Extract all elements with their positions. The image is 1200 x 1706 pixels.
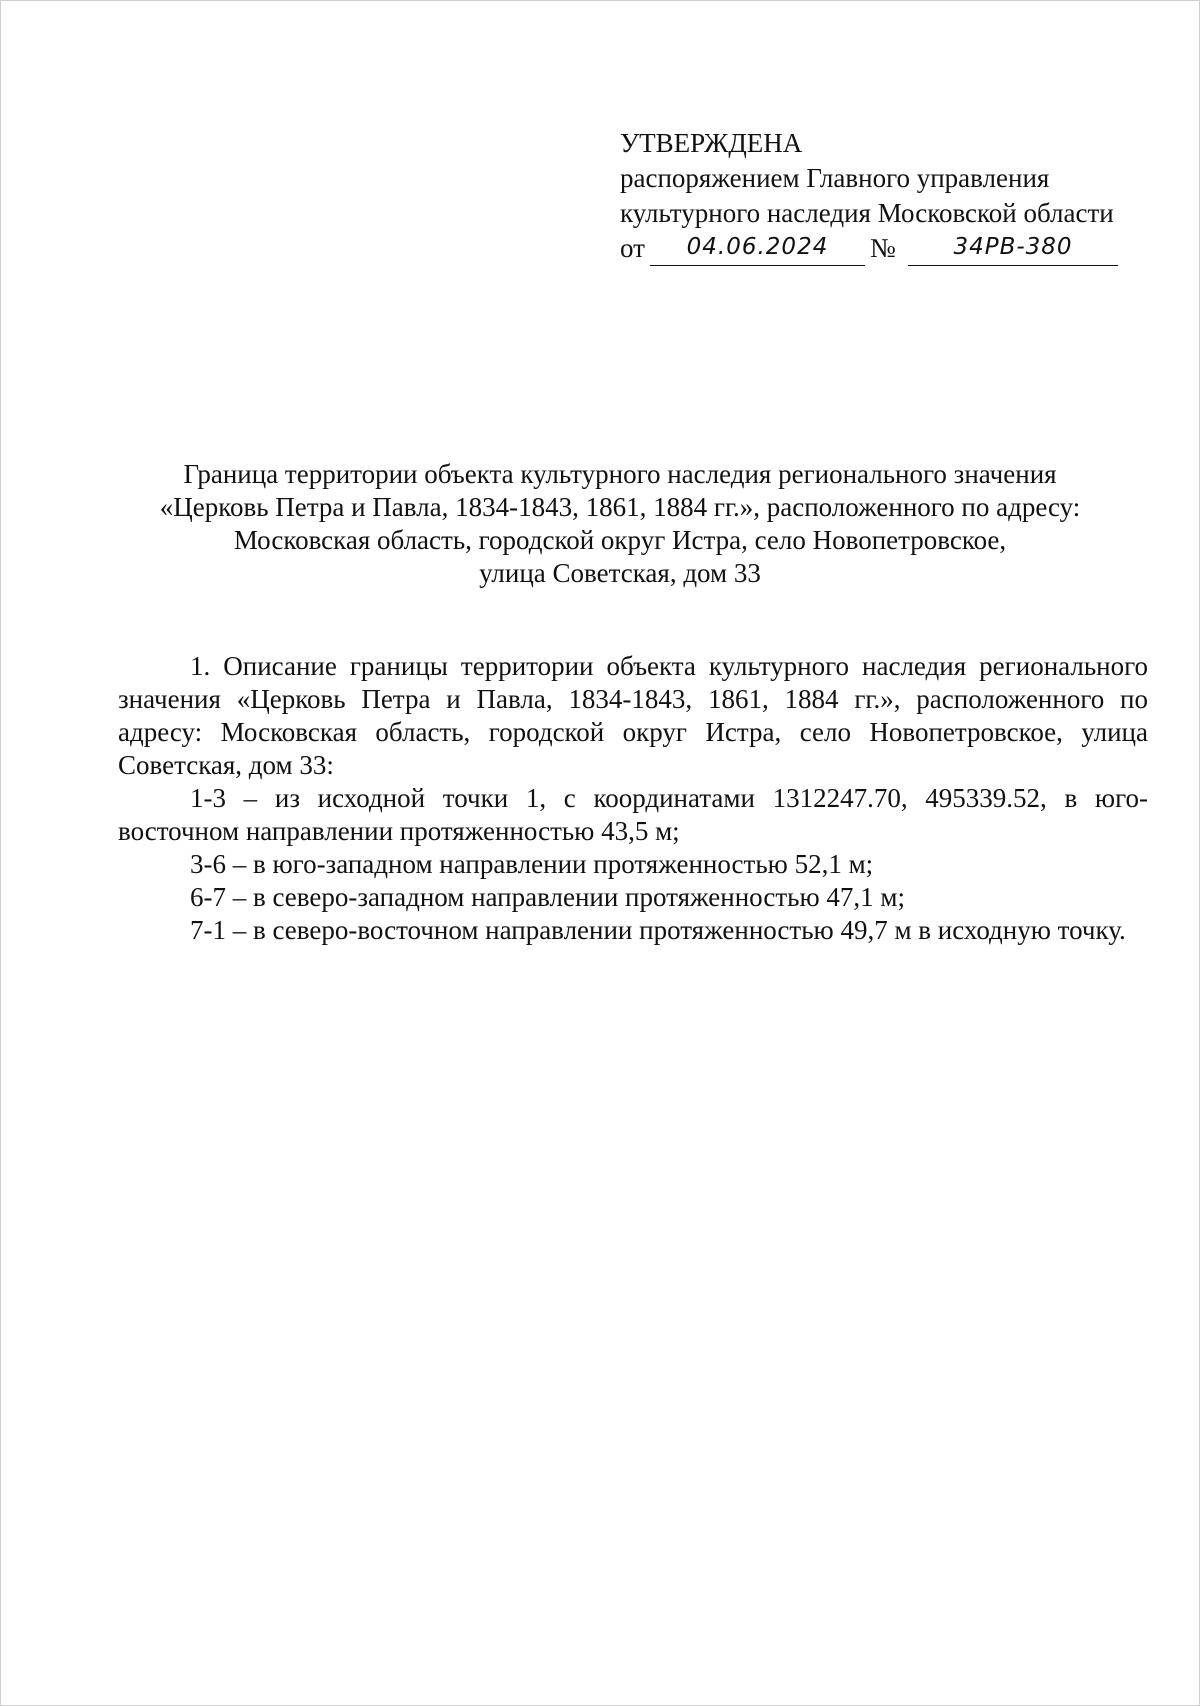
document-title [120, 458, 1120, 590]
section-1-intro: 1. Описание границы территории объекта культурного наследия регионального значения «Церковь Петра и Павла, 1834-1843, 1861, 1884 гг.», расположенного по адресу: Московская область, городской округ Истра, село Новопетровское, улица Советская, дом 33: [118, 651, 1148, 780]
boundary-segment-1-3: 1-3 – из исходной точки 1, с координатами 1312247.70, 495339.52, в юго-восточном направлении протяженностью 43,5 м; [118, 783, 1148, 846]
title-line-4: улица Советская, дом 33 [479, 558, 761, 588]
date-prefix: от [620, 233, 645, 263]
boundary-segment-3-6: 3-6 – в юго-западном направлении протяженностью 52,1 м; [190, 849, 874, 879]
boundary-segment-6-7: 6-7 – в северо-западном направлении протяженностью 47,1 м; [190, 882, 905, 912]
approval-date-number-row [620, 231, 1160, 271]
handwritten-date: 04.06.2024 [650, 231, 865, 266]
approval-authority-line-1: распоряжением Главного управления [620, 163, 1050, 193]
title-line-1: Граница территории объекта культурного наследия регионального значения [183, 459, 1057, 489]
section-1 [118, 650, 1148, 947]
approval-block [620, 126, 1160, 271]
title-line-2: «Церковь Петра и Павла, 1834-1843, 1861, 1884 гг.», расположенного по адресу: [159, 492, 1081, 522]
number-prefix: № [870, 233, 896, 263]
approval-authority-line-2: культурного наследия Московской области [620, 198, 1114, 228]
title-line-3: Московская область, городской округ Истра, село Новопетровское, [233, 525, 1007, 555]
approval-heading: УТВЕРЖДЕНА [620, 128, 803, 158]
boundary-segment-7-1: 7-1 – в северо-восточном направлении протяженностью 49,7 м в исходную точку. [190, 915, 1126, 945]
handwritten-number: 34РВ-380 [908, 231, 1118, 266]
